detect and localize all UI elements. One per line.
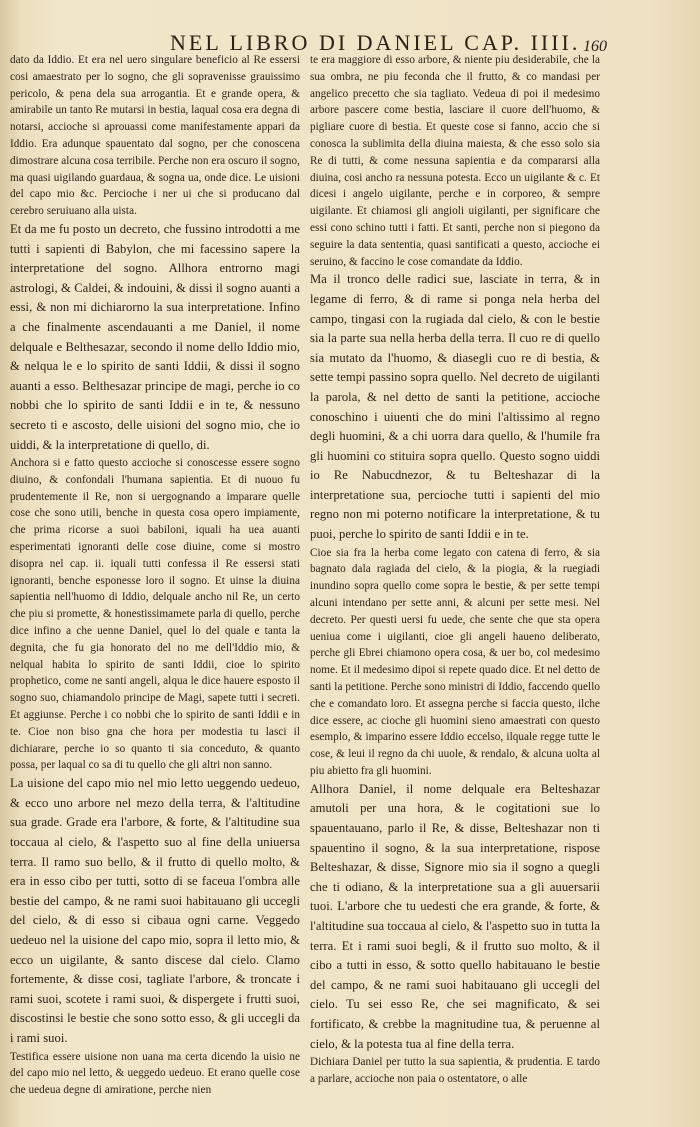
right-paragraph: Allhora Daniel, il nome delquale era Belteshazar amutoli per una hora, & le cogitationi sue lo spauentauano, parlo il Re, & disse, Belteshazar non ti spauentino il sogno, & la sua interpretatione, rispose Belteshazar, & disse, Signore mio sia il sogno a quegli che ti odiano, & la interpretatione sua a gli auuersarii tuoi. L'arbore che tu uedesti che era grande, & forte, & l'altitudine sua toccaua al cielo, & l'aspetto suo in tutta la terra. Et i rami suoi begli, & il frutto suo molto, & il cibo a tutti in esso, & sotto quello habitauano le bestie del campo, & ne rami suoi habitauano gli uccegli del cielo. Tu sei esso Re, che sei magnificato, & sei fortificato, & crebbe la magnitudine tua, & peruenne al cielo, & la potesta tua al fine della terra. [310, 781, 600, 1051]
left-paragraph: Testifica essere uisione non uana ma certa dicendo la uisio ne del capo mio nel letto, & ueggedo uedeuo. Et erano quelle cose che uedeua degne di amiratione, perche nien [10, 1050, 300, 1097]
left-paragraph: dato da Iddio. Et era nel uero singulare beneficio al Re essersi cosi amaestrato per lo sogno, che gli sopravenisse grauissimo pericolo, & pena dela sua arrogantia. Et e grande opera, & amirabile un tanto Re mutarsi in bestia, laqual cosa era degna di notarsi, accioche si aprouassi come manifestamente appari da Iddio. Era adunque spauentato dal sogno, per che conoscena dimostrare alcuna cosa terribile. Perche non era oscuro il sogno, ma quasi uigilando guardaua, & sogna ua, onde dice. Le uisioni del capo mio &c. Percioche i ner ui che si producano dal cerebro seruiuano alla uista. [10, 54, 300, 218]
left-paragraph: Anchora si e fatto questo accioche si conoscesse essere sogno diuino, & confondali l'humana sapientia. Et di nuouo fu prudentemente il Re, non si uergognando a imparare quelle cose che sono utili, benche in questa cosa opero impiamente, che prima ricorse a suoi babiloni, iquali ha uea auanti esperimentati ignoranti delle cose diuine, come si mostro disopra nel cap. ii. iquali tutti confessa il Re essersi stati ignoranti, benche esponesse loro il sogno. Et uinse la diuina sapientia nell'huomo di Iddio, delquale ancho nil Re, un certo che piu si promette, & honestissimamete parla di quello, perche dice infino a che uenne Daniel, quel lo del quale e tanta la degnita, che fu gia honorato del no me dell'Iddio mio, & nelqual habita lo spirito de santi Iddii, cioe lo spirito prophetico, come ne santi angeli, alqua le dice hauere esposto il sogno suo, chiamandolo principe de Magi, sapete tutti i secreti. Et aggiunse. Perche i co nobbi che lo spirito de santi Iddii e in te. Cioe non biso gna che hora per modestia tu lasci il dichiarare, perche io so quanto ti sia conceduto, & quanto possa, per laqual co sa di tu quello che gli altri non sanno. [10, 457, 300, 772]
left-paragraph: Et da me fu posto un decreto, che fussino introdotti a me tutti i sapienti di Babylon, che mi facessino sapere la interpretatione del sogno. Allhora entrorno magi astrologi, & Caldei, & indouini, & dissi il sogno auanti a essi, & non mi dichiarorno la sua interpretatione. Infino a che finalmente ascendauanti a me Daniel, il nome delquale e Belthesazar, secondo il nome dello Iddio mio, & nelqua le e lo spirito de santi Iddii, & dissi il sogno auanti a esso. Belthesazar principe de magi, perche io co nobbi che lo spirito de santi Iddii e in te, & nessuno secreto ti e ascosto, delle uisioni del sogno mio, che io uiddi, & la interpretatione di quello, di. [10, 221, 300, 452]
right-paragraph: te era maggiore di esso arbore, & niente piu desiderabile, che la sua ombra, ne piu feconda che il frutto, & co mandasi per angelico precetto che sia tagliato. Vedeua di poi il medesimo arbore pascere come bestia, lasciare il cuore dell'huomo, & pigliare cuore di bestia. Et queste cose si fanno, accio che si conosca la sublimita della diuina maiesta, & che esso solo sia Re di tutti, & come nessuna sapientia e da compararsi alla diuina, cosi ancho ra nessuna potesta. Ecco un uigilante & c. Et dicesi i angelo uigilante, perche e in corporeo, & sempre uigilante. Et chiamosi gli angioli uigilanti, per significare che essi cono schino tutti i fatti. Et santi, perche non si piegono da seguire la data sententia, quasi santificati a questo, accioche ei seruino, & faccino le cose comandate da Iddio. [310, 54, 600, 268]
left-column [10, 52, 300, 1112]
right-paragraph: Ma il tronco delle radici sue, lasciate in terra, & in legame di ferro, & di rame si ponga nela herba del campo, tingasi con la rugiada dal cielo, & con le bestie sia la parte sua nella herba della terra. Il cuo re di quello sia mutato da l'huomo, & diasegli cuo re di bestia, & sette tempi passino sopra quello. Nel decreto de uigilanti la parola, & nel detto de santi la petitione, accioche conoschino i uiuenti che do mini l'altissimo al regno degli huomini, & a chi uorra dara quello, & l'humile fra gli huomini co stituira sopra quello. Questo sogno uiddi io Re Nabucdnezor, & tu Belteshazar di la interpretatione sua, percioche tutti i sapienti del mio regno non mi poterno notificare la interpretatione, & tu puoi, perche lo spirito de santi Iddii e in te. [310, 272, 600, 542]
right-paragraph: Dichiara Daniel per tutto la sua sapientia, & prudentia. E tardo a parlare, accioche non paia o ostentatore, o alle [310, 1056, 600, 1085]
right-column [310, 52, 600, 1085]
page-header [0, 10, 700, 55]
folio-number: 160 [583, 38, 607, 55]
right-paragraph: Cioe sia fra la herba come legato con catena di ferro, & sia bagnato dala ragiada del cielo, & la piogia, & la ruegiadi inundino sopra quello come sopra le bestie, & per sette tempi alcuni intendano per sette anni, & alcuni per sette mesi. Nel decreto. Per questi uersi fu uede, che sente che que sta opera ueniua come i uigilanti, cioe gli angeli haueno deliberato, perche gli Ebrei chiamono opera cosa, & uer bo, col medesimo nome. Et il medesimo dipoi si repete quado dice. Et nel detto de santi la petitione. Perche sono ministri di Iddio, faccendo quello che e comandato loro. Et assegna perche si faccia questo, ilche dice essere, ac cioche gli huomini sieno amaestrati con questo esemplo, & imparino essere Iddio eccelso, ilquale regge tutte le cose, & leui il regno da chi uuole, & rendalo, & alcuna uolta al piu abietto fra gli huomini. [310, 546, 600, 778]
left-paragraph: La uisione del capo mio nel mio letto ueggendo uedeuo, & ecco uno arbore nel mezo della terra, & l'altitudine sua grade. Grade era l'arbore, & forte, & l'altitudine sua toccaua al cielo, & l'aspetto suo al fine della uniuersa terra. Il ramo suo bello, & il frutto di quello molto, & era in esso cibo per tutti, sotto di se faceua l'ombra alle bestie del campo, & ne rami suoi habitauano gli uccegli del cielo, & di esso si cibaua ogni carne. Veggedo uedeuo nel la uisione del capo mio, sopra il letto mio, & ecco un uigilante, & santo discese dal cielo. Clamo fortemente, & disse cosi, tagliate l'arbore, & troncate i rami suoi, scotete i rami suoi, & dispergete i frutti suoi, discostinsi le bestie che sono sotto esso, & gli uccegli da i rami suoi. [10, 776, 300, 1045]
running-title: NEL LIBRO DI DANIEL CAP. IIII. [170, 30, 581, 55]
